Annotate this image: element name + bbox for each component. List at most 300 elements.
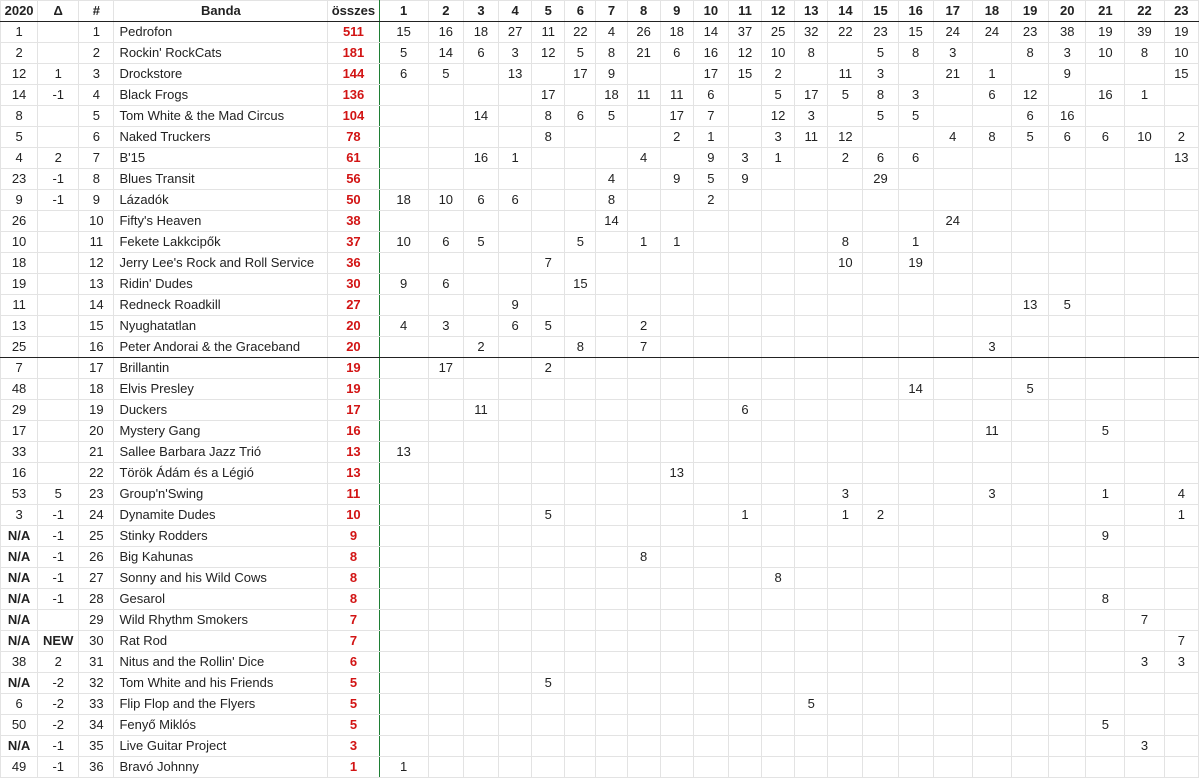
cell-round-13 [795, 64, 828, 85]
table-row[interactable] [1, 421, 1199, 442]
cell-rank: 35 [79, 736, 114, 757]
cell-round-12 [762, 589, 795, 610]
cell-round-10: 1 [693, 127, 728, 148]
cell-delta [38, 106, 79, 127]
table-row[interactable] [1, 505, 1199, 526]
col-header-round-8[interactable]: 8 [627, 1, 660, 22]
cell-year: 25 [1, 337, 38, 358]
cell-round-21 [1086, 169, 1125, 190]
cell-round-15: 29 [863, 169, 898, 190]
table-row[interactable] [1, 379, 1199, 400]
cell-round-6 [565, 421, 596, 442]
table-row[interactable] [1, 295, 1199, 316]
cell-total: 36 [328, 253, 379, 274]
col-header-round-18[interactable]: 18 [972, 1, 1011, 22]
table-row[interactable] [1, 22, 1199, 43]
table-row[interactable] [1, 190, 1199, 211]
cell-round-21 [1086, 442, 1125, 463]
cell-round-11 [728, 106, 761, 127]
cell-round-2: 14 [428, 43, 463, 64]
cell-round-6 [565, 463, 596, 484]
cell-round-8 [627, 505, 660, 526]
col-header-round-3[interactable]: 3 [463, 1, 498, 22]
cell-round-17 [933, 547, 972, 568]
cell-round-23 [1164, 274, 1198, 295]
cell-delta: -2 [38, 673, 79, 694]
table-row[interactable] [1, 757, 1199, 778]
cell-delta: 2 [38, 148, 79, 169]
cell-round-5 [532, 442, 565, 463]
cell-round-11 [728, 127, 761, 148]
col-header-round-9[interactable]: 9 [660, 1, 693, 22]
col-header-round-1[interactable]: 1 [379, 1, 428, 22]
cell-year: 33 [1, 442, 38, 463]
cell-round-22 [1125, 442, 1164, 463]
cell-round-17 [933, 715, 972, 736]
cell-round-16 [898, 64, 933, 85]
table-row[interactable] [1, 610, 1199, 631]
cell-round-12 [762, 295, 795, 316]
cell-round-1: 6 [379, 64, 428, 85]
cell-round-10 [693, 568, 728, 589]
col-header-round-13[interactable]: 13 [795, 1, 828, 22]
cell-band-name: Big Kahunas [114, 547, 328, 568]
cell-round-7: 5 [596, 106, 627, 127]
col-header-round-19[interactable]: 19 [1012, 1, 1049, 22]
cell-year: 18 [1, 253, 38, 274]
col-header-round-5[interactable]: 5 [532, 1, 565, 22]
cell-rank: 22 [79, 463, 114, 484]
cell-round-1 [379, 358, 428, 379]
cell-round-19 [1012, 526, 1049, 547]
cell-round-14: 5 [828, 85, 863, 106]
cell-round-14: 1 [828, 505, 863, 526]
cell-band-name: Dynamite Dudes [114, 505, 328, 526]
cell-round-7 [596, 673, 627, 694]
table-row[interactable] [1, 442, 1199, 463]
cell-round-22: 39 [1125, 22, 1164, 43]
cell-round-14: 12 [828, 127, 863, 148]
cell-round-5 [532, 337, 565, 358]
cell-round-17 [933, 169, 972, 190]
cell-band-name: Duckers [114, 400, 328, 421]
cell-round-5 [532, 652, 565, 673]
cell-round-3 [463, 694, 498, 715]
cell-round-1 [379, 253, 428, 274]
table-row[interactable] [1, 106, 1199, 127]
cell-round-7 [596, 589, 627, 610]
cell-round-10: 14 [693, 22, 728, 43]
col-header-round-7[interactable]: 7 [596, 1, 627, 22]
cell-round-15 [863, 673, 898, 694]
cell-round-21: 9 [1086, 526, 1125, 547]
col-header-year[interactable]: 2020 [1, 1, 38, 22]
cell-round-12: 25 [762, 22, 795, 43]
cell-round-4 [499, 106, 532, 127]
cell-round-17: 3 [933, 43, 972, 64]
cell-round-15 [863, 274, 898, 295]
cell-round-18 [972, 715, 1011, 736]
cell-round-9 [660, 715, 693, 736]
cell-round-8 [627, 127, 660, 148]
cell-round-8: 2 [627, 316, 660, 337]
col-header-band[interactable]: Banda [114, 1, 328, 22]
cell-round-23: 19 [1164, 22, 1198, 43]
col-header-round-21[interactable]: 21 [1086, 1, 1125, 22]
cell-round-7 [596, 484, 627, 505]
cell-round-21 [1086, 295, 1125, 316]
table-row[interactable] [1, 211, 1199, 232]
cell-round-20 [1049, 148, 1086, 169]
cell-round-3: 18 [463, 22, 498, 43]
cell-round-17 [933, 631, 972, 652]
cell-total: 1 [328, 757, 379, 778]
cell-round-12: 12 [762, 106, 795, 127]
cell-round-22 [1125, 295, 1164, 316]
cell-round-16: 15 [898, 22, 933, 43]
col-header-total[interactable]: összes [328, 1, 379, 22]
cell-round-21 [1086, 505, 1125, 526]
cell-round-23 [1164, 358, 1198, 379]
col-header-delta[interactable]: Δ [38, 1, 79, 22]
cell-round-22 [1125, 337, 1164, 358]
cell-round-8: 26 [627, 22, 660, 43]
table-row[interactable] [1, 64, 1199, 85]
cell-round-15 [863, 484, 898, 505]
cell-round-9 [660, 505, 693, 526]
cell-round-11 [728, 589, 761, 610]
cell-round-9 [660, 148, 693, 169]
table-row[interactable] [1, 85, 1199, 106]
cell-round-17 [933, 652, 972, 673]
cell-round-6 [565, 568, 596, 589]
cell-round-4: 13 [499, 64, 532, 85]
cell-round-10 [693, 589, 728, 610]
cell-round-23 [1164, 106, 1198, 127]
table-row[interactable] [1, 526, 1199, 547]
table-row[interactable] [1, 547, 1199, 568]
cell-round-23: 10 [1164, 43, 1198, 64]
table-row[interactable] [1, 631, 1199, 652]
cell-round-14 [828, 316, 863, 337]
cell-round-12 [762, 400, 795, 421]
cell-round-4 [499, 253, 532, 274]
table-row[interactable] [1, 400, 1199, 421]
cell-round-18 [972, 295, 1011, 316]
cell-rank: 4 [79, 85, 114, 106]
cell-round-10 [693, 295, 728, 316]
cell-band-name: Stinky Rodders [114, 526, 328, 547]
cell-round-11 [728, 253, 761, 274]
cell-round-5: 8 [532, 106, 565, 127]
table-row[interactable] [1, 148, 1199, 169]
cell-round-9 [660, 610, 693, 631]
cell-band-name: Peter Andorai & the Graceband [114, 337, 328, 358]
cell-round-15 [863, 652, 898, 673]
cell-round-23 [1164, 589, 1198, 610]
col-header-round-22[interactable]: 22 [1125, 1, 1164, 22]
cell-round-5 [532, 148, 565, 169]
cell-round-15: 6 [863, 148, 898, 169]
cell-round-5 [532, 736, 565, 757]
cell-round-4 [499, 232, 532, 253]
cell-band-name: Ridin' Dudes [114, 274, 328, 295]
table-row[interactable] [1, 253, 1199, 274]
cell-round-3 [463, 715, 498, 736]
table-row[interactable] [1, 484, 1199, 505]
cell-round-9 [660, 337, 693, 358]
cell-round-3 [463, 253, 498, 274]
cell-round-14 [828, 631, 863, 652]
cell-round-16 [898, 589, 933, 610]
cell-round-18: 3 [972, 337, 1011, 358]
cell-delta [38, 610, 79, 631]
cell-round-7 [596, 379, 627, 400]
cell-round-20 [1049, 421, 1086, 442]
cell-round-11 [728, 652, 761, 673]
table-row[interactable] [1, 169, 1199, 190]
cell-round-17 [933, 463, 972, 484]
cell-round-22 [1125, 463, 1164, 484]
cell-round-22 [1125, 253, 1164, 274]
cell-round-13 [795, 715, 828, 736]
col-header-round-11[interactable]: 11 [728, 1, 761, 22]
cell-round-21 [1086, 253, 1125, 274]
table-row[interactable] [1, 715, 1199, 736]
cell-round-6 [565, 589, 596, 610]
cell-round-14 [828, 337, 863, 358]
cell-round-7: 14 [596, 211, 627, 232]
cell-round-3: 6 [463, 190, 498, 211]
cell-total: 5 [328, 715, 379, 736]
table-row[interactable] [1, 673, 1199, 694]
table-row[interactable] [1, 232, 1199, 253]
table-row[interactable] [1, 43, 1199, 64]
cell-year: N/A [1, 526, 38, 547]
cell-round-10 [693, 610, 728, 631]
col-header-round-12[interactable]: 12 [762, 1, 795, 22]
cell-round-19 [1012, 316, 1049, 337]
cell-round-22 [1125, 274, 1164, 295]
col-header-rank[interactable]: # [79, 1, 114, 22]
cell-round-20 [1049, 484, 1086, 505]
cell-round-9 [660, 442, 693, 463]
cell-round-6: 5 [565, 232, 596, 253]
table-row[interactable] [1, 568, 1199, 589]
cell-round-11 [728, 337, 761, 358]
cell-round-5: 5 [532, 505, 565, 526]
table-row[interactable] [1, 736, 1199, 757]
cell-round-6 [565, 736, 596, 757]
cell-round-15 [863, 211, 898, 232]
cell-round-17 [933, 106, 972, 127]
cell-round-16 [898, 295, 933, 316]
cell-round-4 [499, 673, 532, 694]
cell-round-14 [828, 442, 863, 463]
cell-total: 181 [328, 43, 379, 64]
cell-rank: 18 [79, 379, 114, 400]
cell-round-8 [627, 610, 660, 631]
cell-round-13 [795, 316, 828, 337]
cell-round-16: 3 [898, 85, 933, 106]
cell-round-5: 5 [532, 316, 565, 337]
cell-round-20 [1049, 358, 1086, 379]
cell-round-2 [428, 337, 463, 358]
cell-round-11 [728, 85, 761, 106]
cell-round-23 [1164, 694, 1198, 715]
cell-round-23 [1164, 757, 1198, 778]
cell-round-13 [795, 190, 828, 211]
col-header-round-15[interactable]: 15 [863, 1, 898, 22]
col-header-round-16[interactable]: 16 [898, 1, 933, 22]
cell-rank: 2 [79, 43, 114, 64]
cell-round-4 [499, 526, 532, 547]
cell-year: 26 [1, 211, 38, 232]
cell-rank: 5 [79, 106, 114, 127]
cell-total: 10 [328, 505, 379, 526]
cell-round-11 [728, 463, 761, 484]
cell-round-11 [728, 694, 761, 715]
cell-round-13 [795, 295, 828, 316]
cell-round-8 [627, 400, 660, 421]
cell-round-13: 3 [795, 106, 828, 127]
cell-total: 5 [328, 673, 379, 694]
cell-delta: 1 [38, 64, 79, 85]
cell-round-23 [1164, 253, 1198, 274]
cell-round-8 [627, 568, 660, 589]
cell-round-23 [1164, 736, 1198, 757]
cell-round-13 [795, 358, 828, 379]
col-header-round-2[interactable]: 2 [428, 1, 463, 22]
cell-round-17 [933, 253, 972, 274]
cell-round-23: 2 [1164, 127, 1198, 148]
cell-round-6: 6 [565, 106, 596, 127]
cell-round-22: 10 [1125, 127, 1164, 148]
cell-round-12 [762, 337, 795, 358]
col-header-round-6[interactable]: 6 [565, 1, 596, 22]
cell-band-name: Tom White & the Mad Circus [114, 106, 328, 127]
cell-round-14 [828, 463, 863, 484]
table-row[interactable] [1, 589, 1199, 610]
cell-round-19 [1012, 547, 1049, 568]
cell-round-9: 6 [660, 43, 693, 64]
cell-round-12: 8 [762, 568, 795, 589]
col-header-round-23[interactable]: 23 [1164, 1, 1198, 22]
cell-round-21 [1086, 148, 1125, 169]
cell-round-12 [762, 442, 795, 463]
cell-round-17 [933, 757, 972, 778]
cell-round-15 [863, 694, 898, 715]
cell-round-7 [596, 274, 627, 295]
cell-round-14: 10 [828, 253, 863, 274]
cell-round-22 [1125, 106, 1164, 127]
cell-round-2 [428, 106, 463, 127]
col-header-round-20[interactable]: 20 [1049, 1, 1086, 22]
col-header-round-10[interactable]: 10 [693, 1, 728, 22]
cell-band-name: Lázadók [114, 190, 328, 211]
table-row[interactable] [1, 274, 1199, 295]
cell-round-21: 16 [1086, 85, 1125, 106]
table-row[interactable] [1, 694, 1199, 715]
table-row[interactable] [1, 316, 1199, 337]
cell-round-1 [379, 127, 428, 148]
cell-round-13: 11 [795, 127, 828, 148]
cell-round-12 [762, 358, 795, 379]
cell-round-15: 3 [863, 64, 898, 85]
cell-year: 12 [1, 64, 38, 85]
col-header-round-4[interactable]: 4 [499, 1, 532, 22]
cell-round-22 [1125, 673, 1164, 694]
cell-round-6 [565, 652, 596, 673]
cell-delta [38, 232, 79, 253]
cell-delta: -1 [38, 757, 79, 778]
cell-round-4 [499, 736, 532, 757]
cell-total: 13 [328, 463, 379, 484]
cell-round-16 [898, 484, 933, 505]
cell-band-name: Fifty's Heaven [114, 211, 328, 232]
cell-round-11 [728, 715, 761, 736]
cell-round-23 [1164, 526, 1198, 547]
cell-round-15 [863, 421, 898, 442]
cell-year: 50 [1, 715, 38, 736]
col-header-round-14[interactable]: 14 [828, 1, 863, 22]
cell-delta: -2 [38, 694, 79, 715]
cell-round-8 [627, 379, 660, 400]
cell-year: 23 [1, 169, 38, 190]
cell-round-5 [532, 211, 565, 232]
cell-round-22 [1125, 421, 1164, 442]
cell-round-3 [463, 421, 498, 442]
table-row[interactable] [1, 463, 1199, 484]
col-header-round-17[interactable]: 17 [933, 1, 972, 22]
table-row[interactable] [1, 337, 1199, 358]
cell-round-2: 6 [428, 274, 463, 295]
cell-round-16 [898, 316, 933, 337]
cell-round-9: 17 [660, 106, 693, 127]
cell-round-1: 13 [379, 442, 428, 463]
cell-round-21 [1086, 673, 1125, 694]
table-row[interactable] [1, 652, 1199, 673]
table-row[interactable] [1, 127, 1199, 148]
cell-round-18 [972, 610, 1011, 631]
cell-round-1: 10 [379, 232, 428, 253]
cell-round-7 [596, 421, 627, 442]
table-row[interactable] [1, 358, 1199, 379]
cell-round-1 [379, 463, 428, 484]
cell-round-6: 8 [565, 337, 596, 358]
cell-round-23 [1164, 316, 1198, 337]
cell-round-7: 9 [596, 64, 627, 85]
cell-band-name: Mystery Gang [114, 421, 328, 442]
cell-round-13 [795, 148, 828, 169]
cell-delta: -1 [38, 589, 79, 610]
cell-round-14 [828, 589, 863, 610]
cell-year: 8 [1, 106, 38, 127]
cell-round-6 [565, 295, 596, 316]
cell-round-19: 13 [1012, 295, 1049, 316]
cell-rank: 32 [79, 673, 114, 694]
cell-round-3 [463, 358, 498, 379]
cell-round-18 [972, 106, 1011, 127]
cell-round-5 [532, 421, 565, 442]
cell-round-7 [596, 295, 627, 316]
cell-round-23 [1164, 337, 1198, 358]
cell-band-name: Drockstore [114, 64, 328, 85]
cell-round-1 [379, 736, 428, 757]
cell-delta: -1 [38, 568, 79, 589]
cell-total: 136 [328, 85, 379, 106]
cell-round-17 [933, 337, 972, 358]
